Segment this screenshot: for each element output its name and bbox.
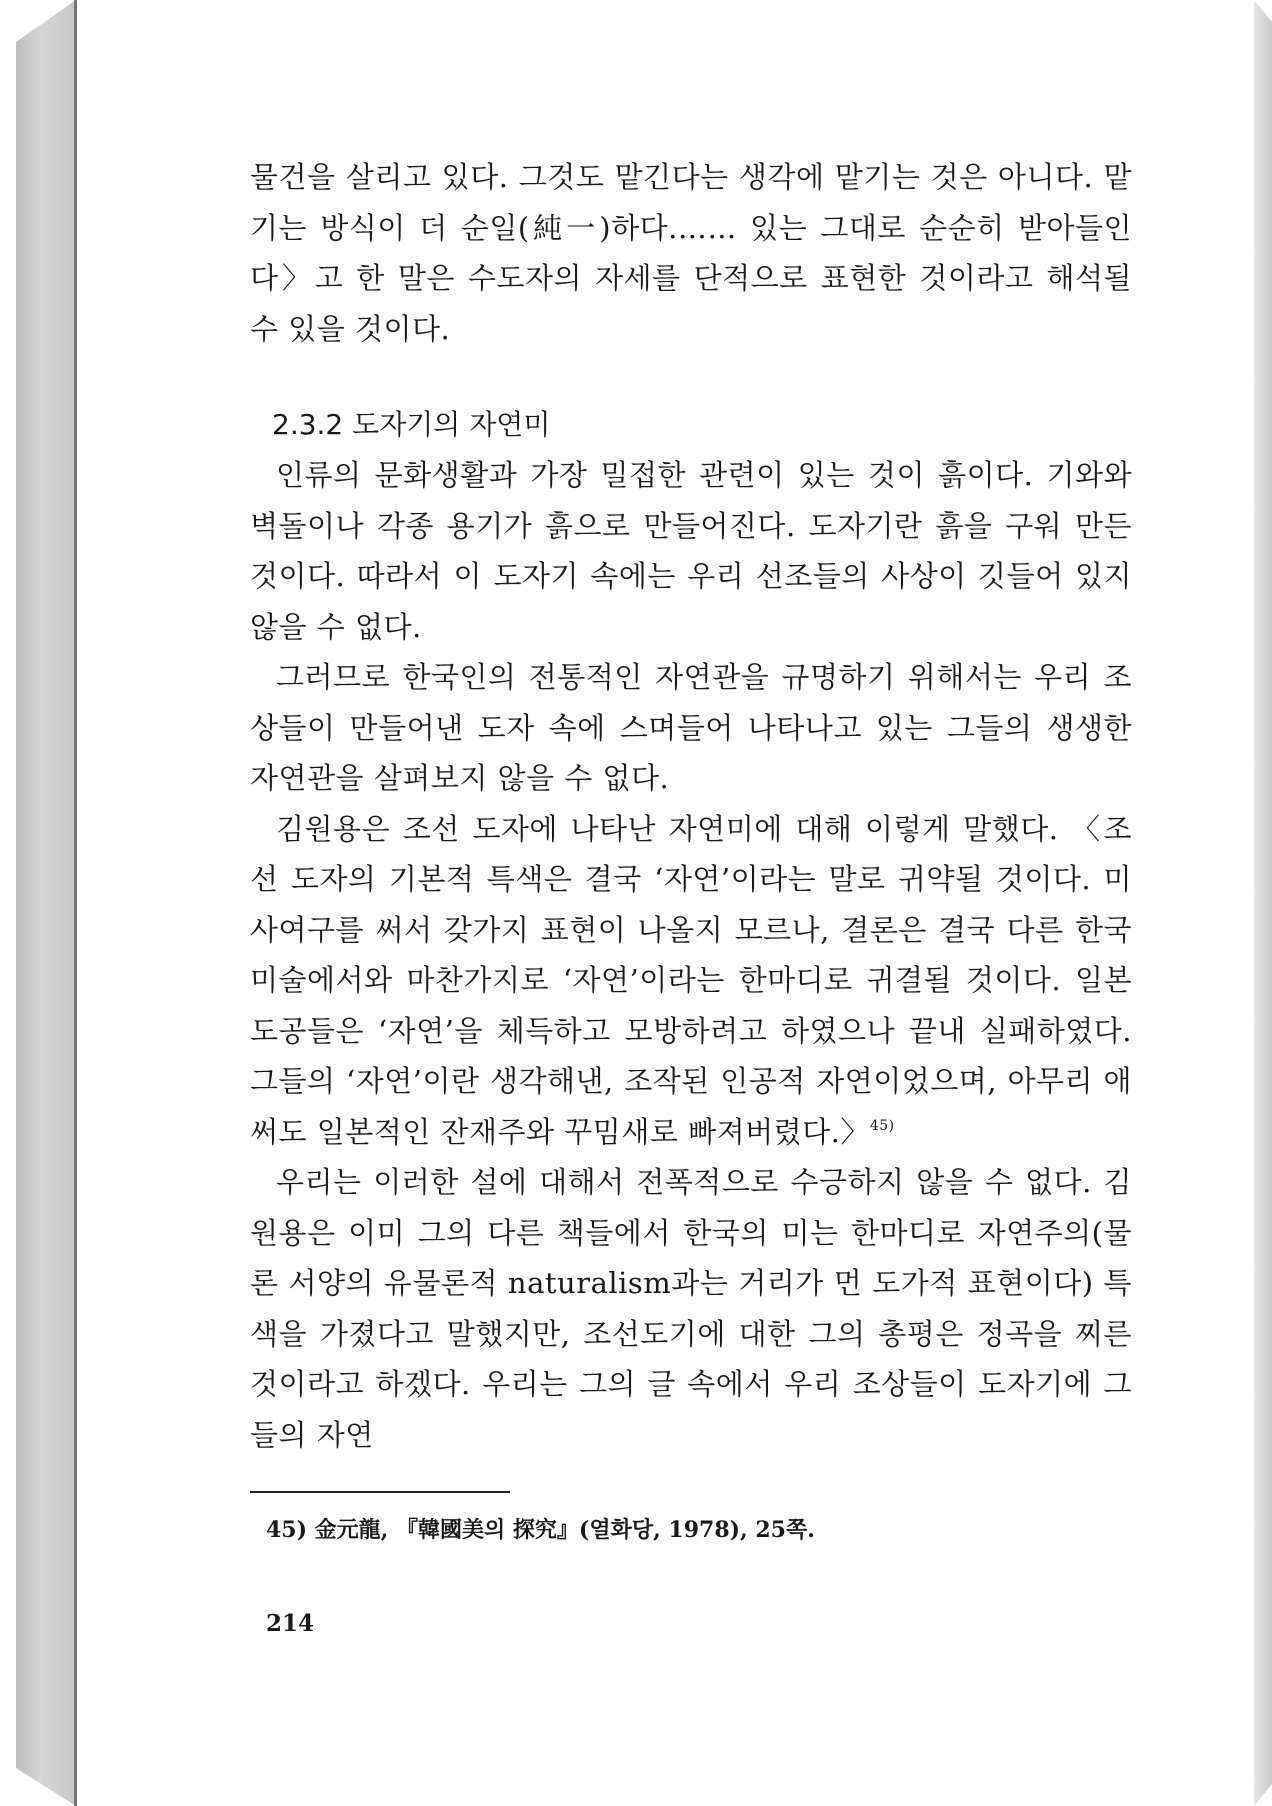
paragraph-text: 김원용은 조선 도자에 나타난 자연미에 대해 이렇게 말했다. 〈조선 도자의 기본적 특색은 결국 ‘자연’이라는 말로 귀약될 것이다. 미사여구를 써서 갖가지 표현이 나올지 모르나, 결론은 결국 다른 한국 미술에서와 마찬가지로 ‘자연’이라는 한마디로 귀결될 것이다. 일본도공들은 ‘자연’을 체득하고 모방하려고 하였으나 끝내 실패하였다. 그들의 ‘자연’이란 생각해낸, 조작된 인공적 자연이었으며, 아무리 애써도 일본적인 잔재주와 꾸밈새로 빠져버렸다.〉 — [250, 811, 1132, 1149]
footnote-marker: 45) — [869, 1117, 895, 1134]
paragraph: 인류의 문화생활과 가장 밀접한 관련이 있는 것이 흙이다. 기와와 벽돌이나 각종 용기가 흙으로 만들어진다. 도자기란 흙을 구워 만든 것이다. 따라서 이 도자기 속에는 우리 선조들의 사상이 깃들어 있지 않을 수 없다. — [250, 458, 1132, 644]
footnote: 45) 金元龍, 『韓國美의 探究』(열화당, 1978), 25쪽. — [266, 1517, 815, 1543]
paragraph: 그러므로 한국인의 전통적인 자연관을 규명하기 위해서는 우리 조상들이 만들어낸 도자 속에 스며들어 나타나고 있는 그들의 생생한 자연관을 살펴보지 않을 수 없다. — [250, 660, 1132, 795]
page-number: 214 — [266, 1610, 315, 1637]
section-heading: 2.3.2 도자기의 자연미 — [272, 408, 551, 441]
paragraph: 우리는 이러한 설에 대해서 전폭적으로 수긍하지 않을 수 없다. 김원용은 이미 그의 다른 책들에서 한국의 미는 한마디로 자연주의(물론 서양의 유물론적 naturalism과는 거리가 먼 도가적 표현이다) 특색을 가졌다고 말했지만, 조선도기에 대한 그의 총평은 정곡을 찌른 것이라고 하겠다. 우리는 그의 글 속에서 우리 조상들이 도자기에 그들의 자연 — [250, 1165, 1132, 1452]
paragraph — [250, 804, 1132, 1158]
spine-divider — [74, 0, 77, 1806]
page-edge — [1254, 0, 1272, 1806]
footnote-divider — [250, 1491, 510, 1493]
body-text — [250, 152, 1132, 1460]
book-spine — [16, 0, 76, 1806]
paragraph-continued: 물건을 살리고 있다. 그것도 맡긴다는 생각에 맡기는 것은 아니다. 맡기는 방식이 더 순일(純一)하다.…… 있는 그대로 순순히 받아들인다〉고 한 말은 수도자의 자세를 단적으로 표현한 것이라고 해석될 수 있을 것이다. — [250, 160, 1132, 346]
section-gap — [250, 354, 1132, 400]
